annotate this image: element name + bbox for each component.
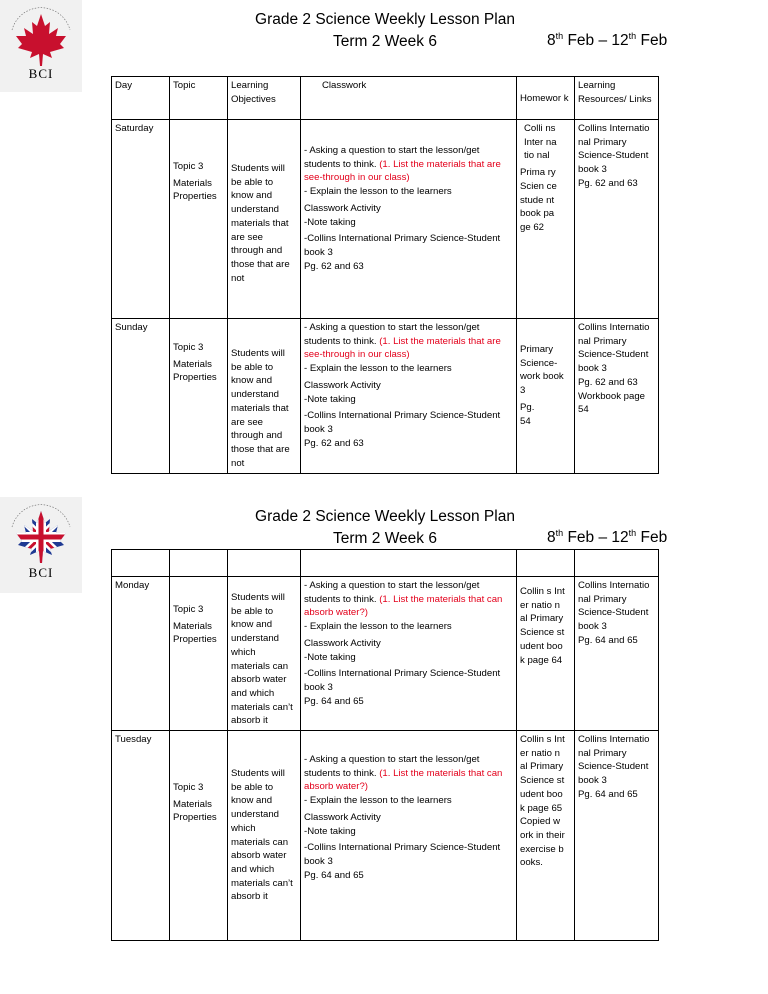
objectives-cell: Students will be able to know and understand which materials can absorb water and which materials can’t absorb it bbox=[228, 731, 301, 941]
day-cell: Monday bbox=[112, 577, 170, 731]
classwork-cell: - Asking a question to start the lesson/get students to think. (1. List the materials that can absorb water?) - Explain the lesson to the learners Classwork Activity -Note taking -Collins International Primary Science-Student book 3 Pg. 64 and 65 bbox=[301, 577, 517, 731]
day-cell: Tuesday bbox=[112, 731, 170, 941]
classwork-question: (1. List the materials that are see-through in our class) bbox=[304, 335, 501, 361]
resources-cell: Collins Internatio nal Primary Science-Student book 3 Pg. 64 and 65 bbox=[575, 731, 659, 941]
table-header-row bbox=[112, 550, 659, 577]
classwork-cell: - Asking a question to start the lesson/get students to think. (1. List the materials that can absorb water?) - Explain the lesson to the learners Classwork Activity -Note taking -Collins International Primary Science-Student book 3 Pg. 64 and 65 bbox=[301, 731, 517, 941]
table-row bbox=[112, 731, 659, 941]
table-row bbox=[112, 319, 659, 474]
date-range: 8th Feb – 12th Feb bbox=[547, 31, 668, 49]
header-objectives bbox=[228, 550, 301, 577]
objectives-cell: Students will be able to know and understand which materials can absorb water and which materials can’t absorb it bbox=[228, 577, 301, 731]
header-classwork: Classwork bbox=[301, 77, 517, 120]
term-week: Term 2 Week 6 bbox=[333, 530, 437, 547]
classwork-question: (1. List the materials that can absorb water?) bbox=[304, 593, 503, 619]
header-day: Day bbox=[112, 77, 170, 120]
header-day bbox=[112, 550, 170, 577]
header-homework: Homewor k bbox=[517, 77, 575, 120]
topic-cell: Topic 3 Materials Properties bbox=[170, 120, 228, 319]
header-topic: Topic bbox=[170, 77, 228, 120]
header-resources: Learning Resources/ Links bbox=[575, 77, 659, 120]
homework-cell: Collin s Inter natio nal Primary Science student book page 65 Copied work in their exercise books. bbox=[517, 731, 575, 941]
classwork-cell: - Asking a question to start the lesson/get students to think. (1. List the materials that are see-through in our class) - Explain the lesson to the learners Classwork Activity -Note taking -Collins International Primary Science-Student book 3 Pg. 62 and 63 bbox=[301, 319, 517, 474]
topic-cell: Topic 3 Materials Properties bbox=[170, 731, 228, 941]
page-title bbox=[220, 506, 550, 550]
lesson-plan-table bbox=[111, 76, 659, 474]
lesson-plan-table bbox=[111, 549, 659, 941]
resources-cell: Collins Internatio nal Primary Science-Student book 3 Pg. 62 and 63 bbox=[575, 120, 659, 319]
table-header-row bbox=[112, 77, 659, 120]
plan-title: Grade 2 Science Weekly Lesson Plan bbox=[255, 11, 515, 28]
topic-cell: Topic 3 Materials Properties bbox=[170, 577, 228, 731]
table-row bbox=[112, 577, 659, 731]
table-row bbox=[112, 120, 659, 319]
resources-cell: Collins Internatio nal Primary Science-Student book 3 Pg. 64 and 65 bbox=[575, 577, 659, 731]
day-cell: Sunday bbox=[112, 319, 170, 474]
date-range: 8th Feb – 12th Feb bbox=[547, 528, 668, 546]
header-resources bbox=[575, 550, 659, 577]
term-week: Term 2 Week 6 bbox=[333, 33, 437, 50]
homework-cell: Colli ns Inter natio nal Prima ry Scien ce stude nt book page 62 bbox=[517, 120, 575, 319]
objectives-cell: Students will be able to know and understand materials that are see through and those that are not bbox=[228, 319, 301, 474]
classwork-question: (1. List the materials that are see-through in our class) bbox=[304, 158, 501, 184]
header-homework bbox=[517, 550, 575, 577]
school-logo bbox=[0, 497, 82, 593]
objectives-cell: Students will be able to know and understand materials that are see through and those that are not bbox=[228, 120, 301, 319]
topic-cell: Topic 3 Materials Properties bbox=[170, 319, 228, 474]
classwork-cell: - Asking a question to start the lesson/get students to think. (1. List the materials that are see-through in our class) - Explain the lesson to the learners Classwork Activity -Note taking -Collins International Primary Science-Student book 3 Pg. 62 and 63 bbox=[301, 120, 517, 319]
header-objectives: Learning Objectives bbox=[228, 77, 301, 120]
header-topic bbox=[170, 550, 228, 577]
header-classwork bbox=[301, 550, 517, 577]
resources-cell: Collins Internatio nal Primary Science-Student book 3 Pg. 62 and 63 Workbook page 54 bbox=[575, 319, 659, 474]
classwork-question: (1. List the materials that can absorb water?) bbox=[304, 767, 503, 793]
school-logo bbox=[0, 0, 82, 92]
homework-cell: Collin s Inter natio nal Primary Science student book page 64 bbox=[517, 577, 575, 731]
logo-text: BCI bbox=[28, 66, 54, 81]
page-title bbox=[220, 9, 550, 53]
day-cell: Saturday bbox=[112, 120, 170, 319]
homework-cell: Primary Science-work book 3 Pg. 54 bbox=[517, 319, 575, 474]
plan-title: Grade 2 Science Weekly Lesson Plan bbox=[255, 508, 515, 525]
logo-text: BCI bbox=[28, 565, 54, 580]
